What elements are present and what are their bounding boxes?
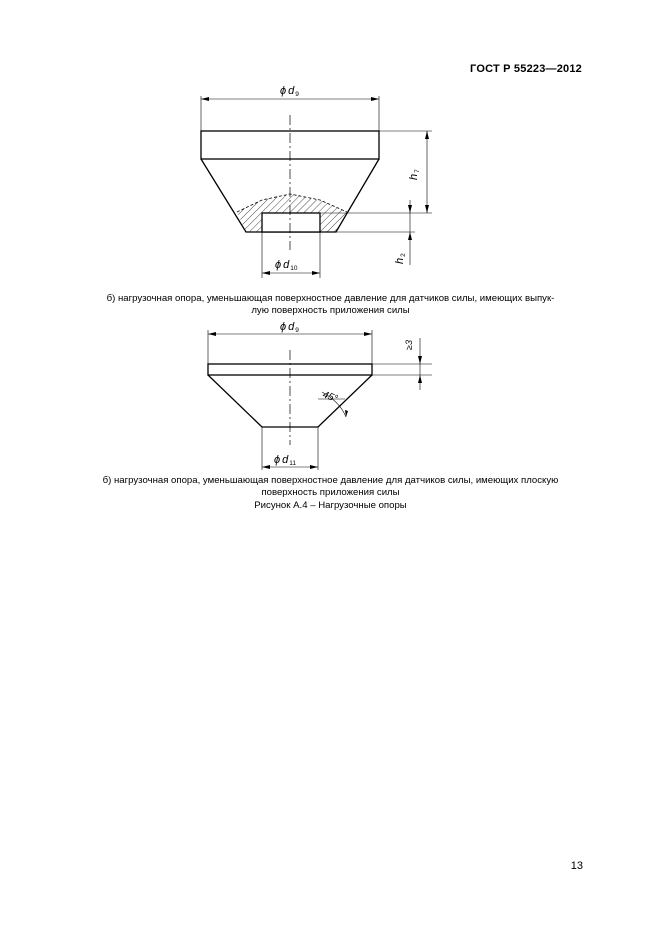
caption-a-line2: лую поверхность приложения силы — [251, 305, 410, 316]
figure-a-drawing — [0, 80, 661, 285]
caption-b-line2: поверхность приложения силы — [261, 487, 400, 498]
dim-ge3: ≥3 — [404, 340, 414, 350]
caption-b — [40, 475, 621, 499]
dim-phi-d9-a: ϕ d9 — [280, 85, 299, 98]
page-number: 13 — [570, 860, 583, 872]
caption-b-line1: б) нагрузочная опора, уменьшающая поверхностное давление для датчиков силы, имеющих плоскую — [102, 475, 559, 486]
dim-phi-d11: ϕ d11 — [274, 454, 296, 467]
figure-title: Рисунок А.4 – Нагрузочные опоры — [254, 500, 407, 511]
caption-a — [40, 293, 621, 317]
figure-b-drawing — [0, 320, 661, 470]
standard-header: ГОСТ Р 55223—2012 — [470, 63, 582, 75]
caption-a-line1: б) нагрузочная опора, уменьшающая поверхностное давление для датчиков силы, имеющих выпук- — [106, 293, 555, 304]
dim-h7: h7 — [408, 169, 421, 180]
dim-h2: h2 — [394, 253, 407, 264]
dim-phi-d9-b: ϕ d9 — [280, 321, 299, 334]
dim-phi-d10: ϕ d10 — [275, 259, 298, 272]
dim-angle-45: 45° — [320, 389, 339, 405]
inner-pocket — [262, 213, 320, 232]
